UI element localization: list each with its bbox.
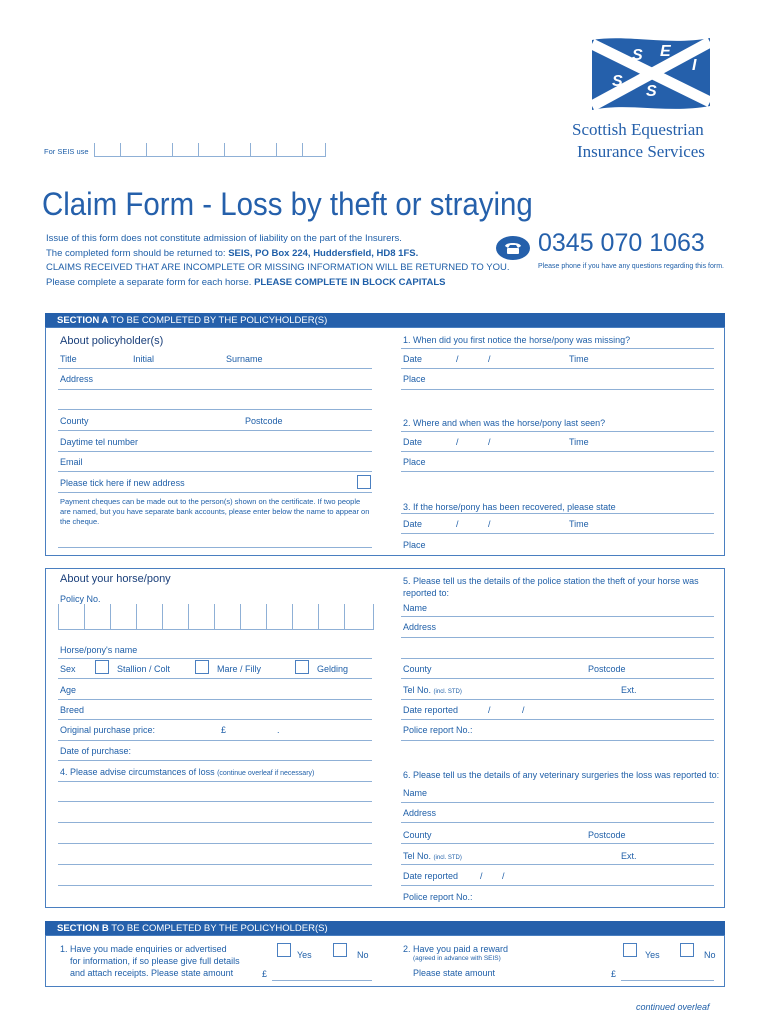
q2-place-field[interactable] [401,471,714,472]
circumstances-line1[interactable] [58,781,372,782]
q3-time-label: Time [569,519,589,529]
saltire-flag-icon [588,34,714,114]
about-policyholder-heading: About policyholder(s) [60,335,164,347]
postcode-label: Postcode [245,416,283,426]
office-use-field[interactable] [94,143,326,157]
section-a-header [45,313,725,327]
q4-text: 4. Please advise circumstances of loss [60,767,215,777]
breed-label: Breed [60,705,85,715]
police-report-field[interactable] [401,740,714,741]
divider [401,348,714,349]
org-name-line1: Scottish Equestrian [572,120,704,139]
svg-text:E: E [660,43,671,60]
divider [401,431,714,432]
reward-amount-field[interactable] [621,980,714,981]
reward-no-checkbox[interactable] [680,943,694,957]
enquiries-amount-field[interactable] [272,980,372,981]
county-postcode-field[interactable] [58,430,372,431]
county-label: County [60,416,89,426]
title-label: Title [60,354,77,364]
name-field[interactable] [58,368,372,369]
q3-place-label: Place [403,540,426,550]
continued-overleaf: continued overleaf [636,1002,710,1012]
incl-std-note: (incl. STD) [433,689,462,695]
policy-no-field[interactable] [58,604,374,630]
age-label: Age [60,685,77,695]
police-address-line1[interactable] [401,637,714,638]
slash: / [522,705,525,715]
vet-date-field[interactable] [401,885,714,886]
cheque-name-field[interactable] [58,547,372,548]
email-field[interactable] [58,471,372,472]
mare-label: Mare / Filly [217,664,262,674]
police-postcode-label: Postcode [588,664,626,674]
police-name-field[interactable] [401,616,714,617]
q1-label: 1. When did you first notice the horse/pony was missing? [403,335,631,345]
reward-pound-sign: £ [611,969,617,979]
telephone-icon [496,236,530,260]
vet-name-field[interactable] [401,802,714,803]
mare-checkbox[interactable] [195,660,209,674]
purchase-price-label: Original purchase price: [60,725,156,735]
horse-name-label: Horse/pony's name [60,645,138,655]
tel-no-text: Tel No. [403,851,432,861]
slash: / [488,519,491,529]
stallion-checkbox[interactable] [95,660,109,674]
slash: / [488,437,491,447]
vet-report-label: Police report No.: [403,892,473,902]
q2-place-label: Place [403,457,426,467]
new-address-label: Please tick here if new address [60,478,185,488]
q2-date-field[interactable] [401,451,714,452]
about-horse-heading: About your horse/pony [60,573,171,585]
gelding-checkbox[interactable] [295,660,309,674]
section-b-instructions: TO BE COMPLETED BY THE POLICYHOLDER(S) [108,923,328,934]
vet-ext-label: Ext. [621,851,637,861]
q4-label [60,767,314,777]
reward-yes-label: Yes [645,950,660,960]
police-ext-label: Ext. [621,685,637,695]
pound-sign: £ [221,725,227,735]
vet-tel-label [403,851,462,861]
intro-line3: CLAIMS RECEIVED THAT ARE INCOMPLETE OR MISSING INFORMATION WILL BE RETURNED TO YOU. [46,262,510,273]
reward-yes-checkbox[interactable] [623,943,637,957]
page-title: Claim Form - Loss by theft or straying [42,186,533,222]
sex-label: Sex [60,664,76,674]
decimal-point: . [277,725,280,735]
q2-date-label: Date [403,437,423,447]
police-tel-label [403,685,462,695]
q1-time-label: Time [569,354,589,364]
section-b-header [45,921,725,935]
slash: / [502,871,505,881]
slash: / [456,519,459,529]
section-b-label: SECTION B [57,923,109,934]
stallion-label: Stallion / Colt [117,664,171,674]
org-name-line2: Insurance Services [577,142,705,161]
police-tel-field[interactable] [401,699,714,700]
slash: / [456,354,459,364]
enquiries-q-line1: 1. Have you made enquiries or advertised [60,944,227,954]
circumstances-line3[interactable] [58,822,372,823]
phone-number: 0345 070 1063 [538,229,705,257]
enquiries-pound-sign: £ [262,969,268,979]
q1-date-label: Date [403,354,423,364]
date-purchase-field[interactable] [58,760,372,761]
circumstances-line2[interactable] [58,801,372,802]
police-date-field[interactable] [401,719,714,720]
police-name-label: Name [403,603,428,613]
vet-postcode-label: Postcode [588,830,626,840]
separate-form-note: Please complete a separate form for each horse. [46,277,255,288]
vet-county-label: County [403,830,432,840]
police-report-label: Police report No.: [403,725,473,735]
breed-field[interactable] [58,719,372,720]
enquiries-q-line2: for information, if so please give full details [70,956,240,966]
circumstances-line6[interactable] [58,885,372,886]
svg-text:S: S [632,47,643,64]
vet-date-reported-label: Date reported [403,871,459,881]
tel-no-text: Tel No. [403,685,432,695]
reward-no-label: No [704,950,716,960]
police-county-label: County [403,664,432,674]
daytime-tel-label: Daytime tel number [60,437,139,447]
police-address-line2[interactable] [401,658,714,659]
return-label: The completed form should be returned to: [46,248,229,259]
enquiries-q-line3: and attach receipts. Please state amount [70,968,234,978]
q6-label: 6. Please tell us the details of any veterinary surgeries the loss was reported to: [403,770,720,780]
police-county-field[interactable] [401,678,714,679]
phone-note: Please phone if you have any questions regarding this form. [538,263,725,270]
address-field-line2[interactable] [58,409,372,410]
slash: / [456,437,459,447]
cheque-note: Payment cheques can be made out to the person(s) shown on the certificate. If two people are named, but you have separate bank accounts, please enter below the name to appear on the cheque. [60,497,370,526]
vet-county-field[interactable] [401,843,714,844]
q1-place-field[interactable] [401,389,714,390]
seis-logo [588,34,714,114]
address-label: Address [60,374,94,384]
section-a-instructions: TO BE COMPLETED BY THE POLICYHOLDER(S) [108,315,328,326]
vet-name-label: Name [403,788,428,798]
q2-label: 2. Where and when was the horse/pony last seen? [403,418,606,428]
purchase-price-field[interactable] [58,740,372,741]
police-date-reported-label: Date reported [403,705,459,715]
policy-no-label: Policy No. [60,594,101,604]
divider [58,678,372,679]
incl-std-note: (incl. STD) [433,855,462,861]
reward-q-note: (agreed in advance with SEIS) [413,955,501,962]
q1-place-label: Place [403,374,426,384]
q3-label: 3. If the horse/pony has been recovered, please state [403,502,616,512]
svg-text:S: S [612,73,623,90]
vet-address-label: Address [403,808,437,818]
block-capitals-note: PLEASE COMPLETE IN BLOCK CAPITALS [254,277,446,288]
divider [401,513,714,514]
circumstances-line4[interactable] [58,843,372,844]
horse-name-field[interactable] [58,658,372,659]
email-label: Email [60,457,83,467]
reward-q-label: 2. Have you paid a reward [403,944,509,954]
gelding-label: Gelding [317,664,349,674]
svg-text:I: I [692,57,697,74]
intro-line1: Issue of this form does not constitute admission of liability on the part of the Insurers. [46,233,402,244]
q5-label: 5. Please tell us the details of the police station the theft of your horse was reported to: [403,576,699,598]
circumstances-line5[interactable] [58,864,372,865]
q3-date-label: Date [403,519,423,529]
age-field[interactable] [58,699,372,700]
divider [58,492,372,493]
initial-label: Initial [133,354,155,364]
address-field-line1[interactable] [58,389,372,390]
q3-date-field[interactable] [401,533,714,534]
intro-line2 [46,248,418,259]
office-use-label: For SEIS use [44,147,89,156]
return-address: SEIS, PO Box 224, Huddersfield, HD8 1FS. [228,248,419,259]
enquiries-no-label: No [357,950,369,960]
vet-tel-field[interactable] [401,864,714,865]
enquiries-yes-label: Yes [297,950,312,960]
reward-amount-label: Please state amount [413,968,496,978]
new-address-checkbox[interactable] [357,475,371,489]
date-purchase-label: Date of purchase: [60,746,132,756]
daytime-tel-field[interactable] [58,451,372,452]
enquiries-yes-checkbox[interactable] [277,943,291,957]
section-a-label: SECTION A [57,315,109,326]
slash: / [488,354,491,364]
intro-line4 [46,277,445,288]
police-address-label: Address [403,622,437,632]
q1-date-field[interactable] [401,368,714,369]
q4-note: (continue overleaf if necessary) [217,770,315,777]
q2-time-label: Time [569,437,589,447]
svg-text:S: S [646,83,657,100]
slash: / [488,705,491,715]
surname-label: Surname [226,354,263,364]
slash: / [480,871,483,881]
enquiries-no-checkbox[interactable] [333,943,347,957]
vet-address-line1[interactable] [401,822,714,823]
